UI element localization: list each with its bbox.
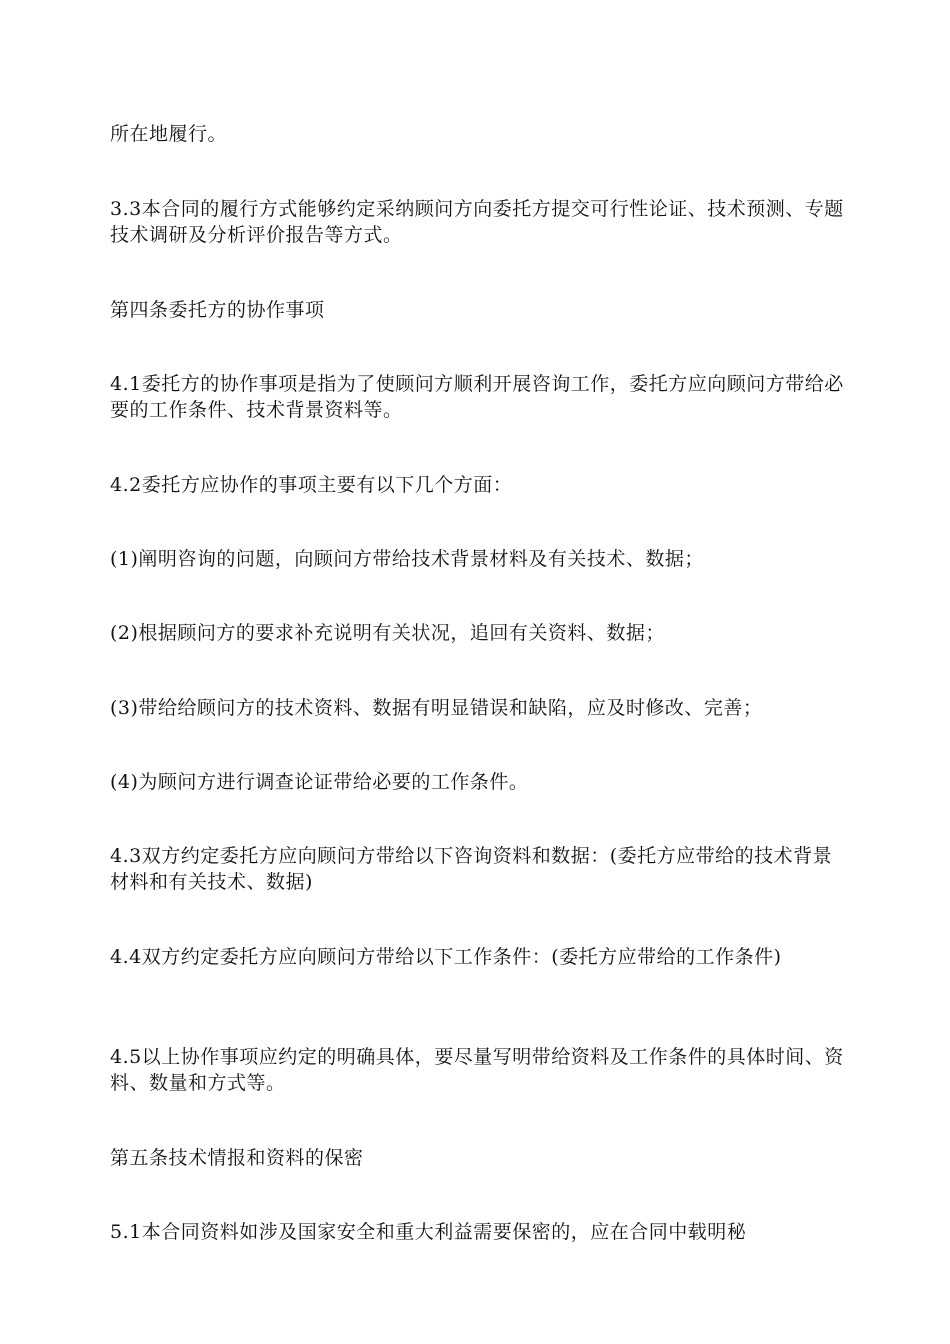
paragraph-4-5: 4.5以上协作事项应约定的明确具体，要尽量写明带给资料及工作条件的具体时间、资料、数量和方式等。 [110, 1046, 844, 1094]
paragraph-intro: 所在地履行。 [110, 123, 228, 145]
list-item-2: (2)根据顾问方的要求补充说明有关状况，追回有关资料、数据； [110, 622, 665, 644]
paragraph-4-3: 4.3双方约定委托方应向顾问方带给以下咨询资料和数据：(委托方应带给的技术背景材料和有关技术、数据) [110, 845, 833, 893]
list-item-4: (4)为顾问方进行调查论证带给必要的工作条件。 [110, 771, 529, 793]
paragraph-4-1: 4.1委托方的协作事项是指为了使顾问方顺利开展咨询工作，委托方应向顾问方带给必要的工作条件、技术背景资料等。 [110, 373, 844, 421]
paragraph-4-2: 4.2委托方应协作的事项主要有以下几个方面： [110, 474, 513, 496]
section-heading-article-4: 第四条委托方的协作事项 [110, 299, 325, 321]
list-item-3: (3)带给给顾问方的技术资料、数据有明显错误和缺陷，应及时修改、完善； [110, 697, 763, 719]
paragraph-5-1: 5.1本合同资料如涉及国家安全和重大利益需要保密的，应在合同中载明秘 [110, 1221, 747, 1243]
paragraph-4-4: 4.4双方约定委托方应向顾问方带给以下工作条件：(委托方应带给的工作条件) [110, 946, 782, 968]
paragraph-3-3: 3.3本合同的履行方式能够约定采纳顾问方向委托方提交可行性论证、技术预测、专题技术调研及分析评价报告等方式。 [110, 198, 844, 246]
list-item-1: (1)阐明咨询的问题，向顾问方带给技术背景材料及有关技术、数据； [110, 548, 704, 570]
section-heading-article-5: 第五条技术情报和资料的保密 [110, 1147, 364, 1169]
